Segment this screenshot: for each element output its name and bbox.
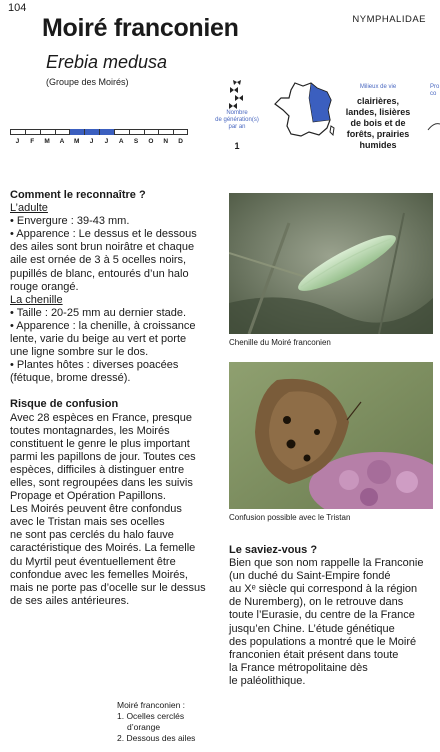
calendar-month-label: J bbox=[15, 138, 20, 145]
calendar-month-label: A bbox=[59, 138, 65, 145]
calendar-month-label: M bbox=[44, 138, 50, 145]
did-you-know-heading: Le saviez-vous ? bbox=[229, 544, 318, 556]
did-you-know-text bbox=[229, 557, 437, 688]
butterflies-icon bbox=[226, 80, 248, 110]
cutoff-label-line: co bbox=[430, 91, 437, 97]
caterpillar-line: une ligne sombre sur le dos. bbox=[10, 346, 149, 359]
calendar-month-cell bbox=[55, 129, 70, 135]
generations-label-line: par an bbox=[228, 124, 246, 130]
caterpillar-line: • Taille : 20-25 mm au dernier stade. bbox=[10, 306, 187, 319]
legend-item: d’orange bbox=[127, 722, 161, 732]
caterpillar-line: • Apparence : la chenille, à croissance bbox=[10, 319, 196, 332]
flight-calendar bbox=[10, 123, 188, 149]
latin-name: Erebia medusa bbox=[46, 52, 168, 72]
confusion-line: caractéristique des Moirés. La femelle bbox=[10, 542, 196, 555]
confusion-line: elles, sont regroupées dans les suivis bbox=[10, 476, 193, 489]
caption-caterpillar: Chenille du Moiré franconien bbox=[229, 338, 331, 347]
confusion-line: Propage et Opération Papillons. bbox=[10, 490, 166, 503]
confusion-line: Les Moirés peuvent être confondus bbox=[10, 503, 182, 516]
calendar-month-label: D bbox=[178, 138, 183, 145]
generations-label bbox=[209, 110, 265, 131]
adult-line: aile est ornée de 3 à 5 ocelles noirs, bbox=[10, 254, 187, 267]
cutoff-label-line: Pro bbox=[430, 84, 440, 90]
family-name: NYMPHALIDAE bbox=[352, 14, 426, 25]
cutoff-label bbox=[430, 84, 439, 98]
did-you-know-line: la France métropolitaine dès bbox=[229, 661, 368, 674]
adult-line: • Apparence : Le dessus et le dessous bbox=[10, 228, 197, 241]
legend-item: 1. Ocelles cerclés bbox=[117, 711, 185, 721]
page-title: Moiré franconien bbox=[42, 14, 239, 42]
tristan-photo bbox=[229, 362, 433, 509]
did-you-know-line: franconien était présent dans toute bbox=[229, 648, 399, 661]
did-you-know-line: de Nuremberg), on le retrouve dans bbox=[229, 596, 404, 609]
caterpillar-heading: La chenille bbox=[10, 293, 63, 306]
right-column bbox=[229, 544, 437, 688]
calendar-month-cell bbox=[69, 129, 84, 135]
calendar-month-cell bbox=[84, 129, 99, 135]
confusion-line: confondue avec les femelles Moirés, bbox=[10, 568, 188, 581]
habitat-line: landes, lisières bbox=[345, 107, 411, 117]
caterpillar-line: (fétuque, brome dressé). bbox=[10, 372, 131, 385]
calendar-month-label: J bbox=[89, 138, 94, 145]
adult-description bbox=[10, 215, 220, 294]
did-you-know-line: (un duché du Saint-Empire fondé bbox=[229, 570, 391, 583]
generations-value: 1 bbox=[234, 141, 240, 151]
calendar-month-label: A bbox=[118, 138, 124, 145]
caterpillar-description bbox=[10, 307, 220, 386]
did-you-know-line: Bien que son nom rappelle la Franconie bbox=[229, 557, 424, 570]
caption-tristan: Confusion possible avec le Tristan bbox=[229, 513, 351, 522]
confusion-line: mais ne porte pas d’ocelle sur le dessus bbox=[10, 581, 206, 594]
caterpillar-line: lente, varie du beige au vert et porte bbox=[10, 333, 187, 346]
habitat-line: de bois et de bbox=[350, 118, 406, 128]
adult-line: des ailes sont brun noirâtre et chaque bbox=[10, 241, 195, 254]
confusion-line: Avec 28 espèces en France, presque bbox=[10, 411, 193, 424]
calendar-month-label: F bbox=[30, 138, 35, 145]
calendar-month-label: M bbox=[74, 138, 80, 145]
habitat-label: Milieux de vie bbox=[359, 84, 397, 90]
identification-heading: Comment le reconnaître ? bbox=[10, 189, 146, 201]
calendar-month-cell bbox=[99, 129, 114, 135]
calendar-month-label: J bbox=[104, 138, 109, 145]
habitat-line: clairières, bbox=[356, 96, 400, 106]
calendar-month-cell bbox=[25, 129, 40, 135]
confusion-line: ne sont pas cerclés du halo fauve bbox=[10, 529, 174, 542]
calendar-month-cell bbox=[129, 129, 144, 135]
page-number: 104 bbox=[8, 2, 27, 14]
calendar-month-cell bbox=[173, 129, 188, 135]
calendar-month-cell bbox=[10, 129, 25, 135]
did-you-know-line: des populations a montré que le Moiré bbox=[229, 635, 417, 648]
confusion-line: espèces, difficiles à distinguer entre bbox=[10, 463, 185, 476]
calendar-month-label: S bbox=[133, 138, 139, 145]
did-you-know-line: au Xᵉ siècle qui correspond à la région bbox=[229, 583, 418, 596]
adult-line: • Envergure : 39-43 mm. bbox=[10, 215, 130, 228]
confusion-heading: Risque de confusion bbox=[10, 398, 119, 411]
confusion-text bbox=[10, 412, 220, 608]
legend-item: 2. Dessous des ailes bbox=[117, 733, 196, 743]
france-map-icon bbox=[273, 80, 335, 140]
calendar-month-cell bbox=[144, 129, 159, 135]
calendar-month-cell bbox=[114, 129, 129, 135]
did-you-know-line: le paléolithique. bbox=[229, 674, 306, 687]
habitat-line: humides bbox=[359, 140, 397, 150]
confusion-line: constituent le genre le plus important bbox=[10, 437, 190, 450]
calendar-month-label: O bbox=[148, 138, 154, 145]
confusion-line: toutes montagnardes, les Moirés bbox=[10, 424, 170, 437]
habitat-value bbox=[342, 96, 414, 151]
arc-icon bbox=[426, 118, 440, 132]
photo-legend bbox=[117, 700, 195, 744]
confusion-line: de ses ailes antérieures. bbox=[10, 594, 130, 607]
calendar-month-label: N bbox=[163, 138, 169, 145]
did-you-know-line: toute l’Eurasie, du centre de la France bbox=[229, 609, 415, 622]
adult-heading: L’adulte bbox=[10, 202, 48, 215]
did-you-know-line: jusqu’en Chine. L’étude génétique bbox=[229, 622, 395, 635]
left-column bbox=[10, 189, 220, 608]
confusion-line: avec le Tristan mais ses ocelles bbox=[10, 516, 165, 529]
legend-title: Moiré franconien : bbox=[117, 700, 186, 710]
generations-label-line: Nombre bbox=[226, 110, 248, 116]
adult-line: rouge orangé. bbox=[10, 280, 79, 293]
confusion-line: parmi les papillons de jour. Toutes ces bbox=[10, 450, 196, 463]
calendar-month-cell bbox=[158, 129, 173, 135]
confusion-line: du Myrtil peut éventuellement être bbox=[10, 555, 176, 568]
species-group: (Groupe des Moirés) bbox=[46, 77, 129, 87]
habitat-line: forêts, prairies bbox=[346, 129, 410, 139]
calendar-month-cell bbox=[40, 129, 55, 135]
adult-line: pupillés de blanc, entourés d’un halo bbox=[10, 267, 189, 280]
generations-label-line: de génération(s) bbox=[215, 117, 259, 123]
caterpillar-line: • Plantes hôtes : diverses poacées bbox=[10, 359, 179, 372]
caterpillar-photo bbox=[229, 193, 433, 334]
